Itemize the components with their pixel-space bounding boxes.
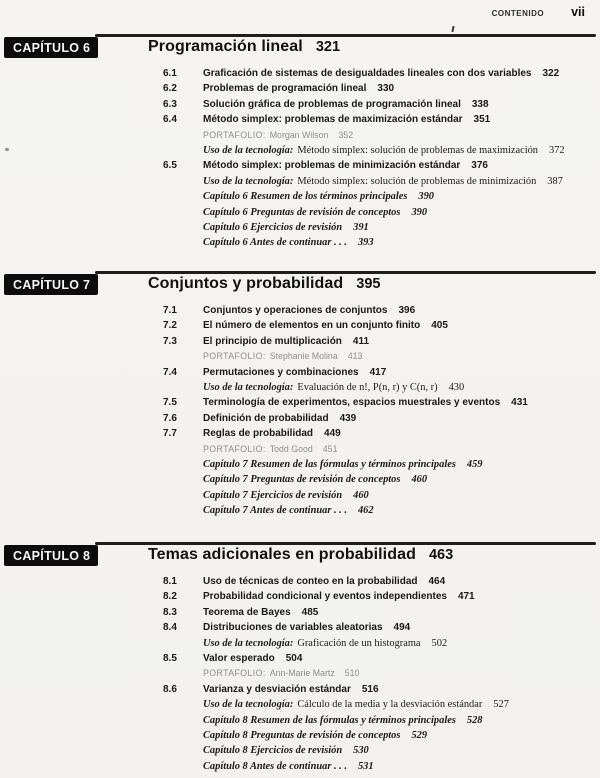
technology-title: Método simplex: solución de problemas de minimización [297, 175, 537, 187]
toc-technology-row [163, 174, 594, 189]
portfolio-label: PORTAFOLIO: [203, 129, 266, 140]
chapter-page-number: 395 [356, 276, 381, 292]
chapter-6-header [0, 37, 600, 59]
section-title: Terminología de experimentos, espacios muestrales y eventos [203, 397, 501, 409]
toc-section-row [163, 574, 594, 589]
chapter-end-title: Capítulo 6 Resumen de los términos principales [203, 191, 408, 203]
chapter-end-page-number: 460 [411, 474, 428, 486]
section-number: 6.2 [163, 83, 177, 95]
section-page-number: 376 [471, 160, 488, 172]
technology-title: Método simplex: solución de problemas de maximización [297, 145, 539, 157]
toc-technology-row [163, 636, 594, 651]
toc-section-row [163, 97, 594, 112]
chapter-end-page-number: 460 [353, 489, 369, 501]
section-title: Reglas de probabilidad [203, 428, 314, 440]
chapter-end-title: Capítulo 7 Antes de continuar . . . [203, 505, 347, 517]
chapter-8-header [0, 545, 600, 567]
toc-chapter-end-row [163, 743, 594, 758]
chapter-end-page-number: 528 [466, 714, 483, 726]
toc-section-row [163, 303, 594, 318]
chapter-title-row [148, 37, 600, 56]
chapter-rule [95, 542, 596, 545]
toc-section-row [163, 395, 594, 410]
scan-artifact-tick [451, 26, 454, 32]
toc-section-row [163, 365, 594, 380]
section-title: Problemas de programación lineal [203, 83, 367, 95]
toc-chapter-end-row [163, 759, 594, 774]
chapter-8-toc-list [163, 574, 594, 774]
chapter-end-title: Capítulo 7 Resumen de las fórmulas y términos principales [203, 459, 456, 471]
toc-section-row [163, 682, 594, 697]
chapter-7-block [0, 274, 600, 519]
toc-section-row [163, 112, 594, 127]
section-title: Graficación de sistemas de desigualdades lineales con dos variables [203, 68, 532, 79]
section-number: 6.1 [163, 68, 177, 79]
portfolio-label: PORTAFOLIO: [203, 351, 266, 362]
toc-chapter-end-row [163, 220, 594, 235]
section-number: 8.1 [163, 576, 177, 587]
toc-section-row [163, 605, 594, 620]
section-page-number: 351 [473, 114, 491, 126]
section-number: 8.3 [163, 606, 177, 618]
running-head-title: CONTENIDO [491, 9, 545, 18]
toc-section-row [163, 620, 594, 635]
technology-page-number: 430 [448, 382, 465, 394]
toc-section-row [163, 334, 594, 349]
chapter-6-toc-list [163, 66, 594, 251]
section-title: Probabilidad condicional y eventos independientes [203, 591, 447, 603]
technology-label: Uso de la tecnología: [203, 382, 294, 394]
section-number: 8.6 [163, 683, 177, 695]
section-page-number: 504 [285, 653, 303, 665]
section-title: El número de elementos en un conjunto finito [203, 320, 421, 332]
chapter-end-page-number: 462 [357, 505, 374, 517]
section-title: Método simplex: problemas de minimización estándar [203, 160, 461, 172]
section-page-number: 464 [428, 576, 446, 587]
section-page-number: 485 [301, 606, 319, 618]
section-number: 7.5 [163, 397, 177, 409]
section-number: 8.2 [163, 591, 177, 603]
toc-chapter-end-row [163, 728, 594, 743]
technology-page-number: 502 [431, 637, 448, 649]
section-page-number: 494 [393, 622, 411, 634]
chapter-end-title: Capítulo 6 Antes de continuar . . . [203, 237, 347, 249]
portfolio-name: Stephanie Molina [269, 351, 338, 362]
section-number: 6.5 [163, 160, 177, 172]
technology-title: Cálculo de la media y la desviación estándar [297, 699, 483, 711]
toc-chapter-end-row [163, 205, 594, 220]
chapter-end-page-number: 530 [353, 745, 369, 757]
technology-page-number: 527 [493, 699, 509, 711]
chapter-title-row [148, 545, 600, 564]
portfolio-name: Ann-Marie Martz [269, 668, 335, 679]
chapter-rule [95, 271, 596, 274]
section-title: Teorema de Bayes [203, 606, 291, 618]
chapter-title: Programación lineal [148, 38, 303, 55]
chapter-6-block [0, 37, 600, 251]
chapter-end-title: Capítulo 8 Antes de continuar . . . [203, 760, 347, 772]
toc-chapter-end-row [163, 472, 594, 487]
chapter-page-number: 463 [428, 547, 454, 563]
portfolio-name: Morgan Wilson [269, 129, 329, 140]
toc-portfolio-row [163, 349, 594, 364]
chapter-title-row [148, 274, 600, 293]
portfolio-label: PORTAFOLIO: [203, 443, 266, 454]
toc-portfolio-row [163, 666, 594, 681]
section-page-number: 439 [339, 412, 357, 424]
chapter-end-page-number: 459 [466, 459, 483, 471]
chapter-rule [95, 34, 596, 37]
section-number: 7.1 [163, 305, 177, 316]
section-number: 8.5 [163, 653, 177, 665]
running-head-page-number: vii [571, 5, 585, 19]
section-number: 7.4 [163, 366, 177, 378]
toc-chapter-end-row [163, 713, 594, 728]
section-page-number: 338 [471, 98, 489, 110]
section-number: 7.7 [163, 428, 177, 440]
toc-section-row [163, 589, 594, 604]
chapter-end-title: Capítulo 7 Preguntas de revisión de conceptos [203, 474, 401, 486]
chapter-7-header [0, 274, 600, 296]
section-page-number: 417 [369, 366, 387, 378]
section-number: 6.4 [163, 114, 177, 126]
technology-label: Uso de la tecnología: [203, 637, 294, 649]
technology-page-number: 372 [549, 145, 565, 157]
chapter-end-title: Capítulo 6 Preguntas de revisión de conceptos [203, 206, 401, 218]
toc-technology-row [163, 143, 594, 158]
toc-section-row [163, 651, 594, 666]
chapter-end-title: Capítulo 8 Preguntas de revisión de conceptos [203, 730, 401, 742]
toc-section-row [163, 318, 594, 333]
toc-chapter-end-row [163, 503, 594, 518]
toc-chapter-end-row [163, 235, 594, 250]
chapter-end-page-number: 531 [357, 760, 374, 772]
chapter-title: Conjuntos y probabilidad [148, 275, 344, 292]
chapter-badge: CAPÍTULO 6 [4, 37, 98, 58]
portfolio-page-number: 510 [344, 668, 360, 679]
section-title: Varianza y desviación estándar [203, 683, 351, 695]
technology-label: Uso de la tecnología: [203, 145, 294, 157]
chapter-end-page-number: 390 [411, 206, 428, 218]
section-number: 7.3 [163, 335, 177, 347]
section-number: 8.4 [163, 622, 177, 634]
technology-title: Graficación de un histograma [297, 637, 421, 649]
portfolio-page-number: 352 [338, 129, 354, 140]
chapter-end-title: Capítulo 8 Resumen de las fórmulas y términos principales [203, 714, 456, 726]
toc-chapter-end-row [163, 488, 594, 503]
chapter-end-page-number: 529 [411, 730, 428, 742]
section-title: Conjuntos y operaciones de conjuntos [203, 305, 388, 316]
section-number: 6.3 [163, 98, 177, 110]
toc-portfolio-row [163, 128, 594, 143]
section-title: Distribuciones de variables aleatorias [203, 622, 383, 634]
portfolio-name: Todd Good [269, 443, 313, 454]
section-page-number: 411 [352, 335, 370, 347]
chapter-8-block [0, 545, 600, 774]
portfolio-page-number: 413 [347, 351, 363, 362]
toc-section-row [163, 426, 594, 441]
section-page-number: 471 [457, 591, 475, 603]
running-head [492, 5, 585, 19]
chapter-end-title: Capítulo 6 Ejercicios de revisión [203, 222, 343, 234]
technology-label: Uso de la tecnología: [203, 175, 294, 187]
section-title: El principio de multiplicación [203, 335, 342, 347]
section-page-number: 405 [431, 320, 448, 332]
technology-page-number: 387 [547, 175, 563, 187]
chapter-end-page-number: 391 [353, 222, 369, 234]
toc-section-row [163, 66, 594, 81]
section-page-number: 449 [324, 428, 341, 440]
chapter-badge: CAPÍTULO 7 [4, 274, 98, 295]
section-title: Uso de técnicas de conteo en la probabilidad [203, 576, 418, 587]
chapter-badge: CAPÍTULO 8 [4, 545, 98, 566]
chapter-title: Temas adicionales en probabilidad [148, 546, 416, 563]
toc-chapter-end-row [163, 457, 594, 472]
section-page-number: 396 [398, 305, 416, 316]
toc-chapter-end-row [163, 189, 594, 204]
section-page-number: 516 [361, 683, 379, 695]
chapter-end-title: Capítulo 7 Ejercicios de revisión [203, 489, 343, 501]
section-page-number: 322 [542, 68, 560, 79]
toc-technology-row [163, 380, 594, 395]
section-title: Solución gráfica de problemas de programación lineal [203, 98, 461, 110]
section-title: Valor esperado [203, 653, 275, 665]
toc-portfolio-row [163, 442, 594, 457]
toc-section-row [163, 158, 594, 173]
section-title: Definición de probabilidad [203, 412, 329, 424]
chapter-page-number: 321 [315, 39, 341, 55]
chapter-end-page-number: 390 [418, 191, 434, 203]
portfolio-label: PORTAFOLIO: [203, 668, 266, 679]
chapter-7-toc-list [163, 303, 594, 519]
toc-technology-row [163, 697, 594, 712]
toc-section-row [163, 81, 594, 96]
section-title: Permutaciones y combinaciones [203, 366, 359, 378]
portfolio-page-number: 451 [322, 443, 338, 454]
section-page-number: 330 [377, 83, 395, 95]
technology-label: Uso de la tecnología: [203, 699, 294, 711]
toc-section-row [163, 411, 594, 426]
section-number: 7.2 [163, 320, 177, 332]
technology-title: Evaluación de n!, P(n, r) y C(n, r) [297, 382, 438, 394]
chapter-end-page-number: 393 [357, 237, 374, 249]
section-page-number: 431 [511, 397, 528, 409]
section-number: 7.6 [163, 412, 177, 424]
section-title: Método simplex: problemas de maximización estándar [203, 114, 463, 126]
chapter-end-title: Capítulo 8 Ejercicios de revisión [203, 745, 343, 757]
